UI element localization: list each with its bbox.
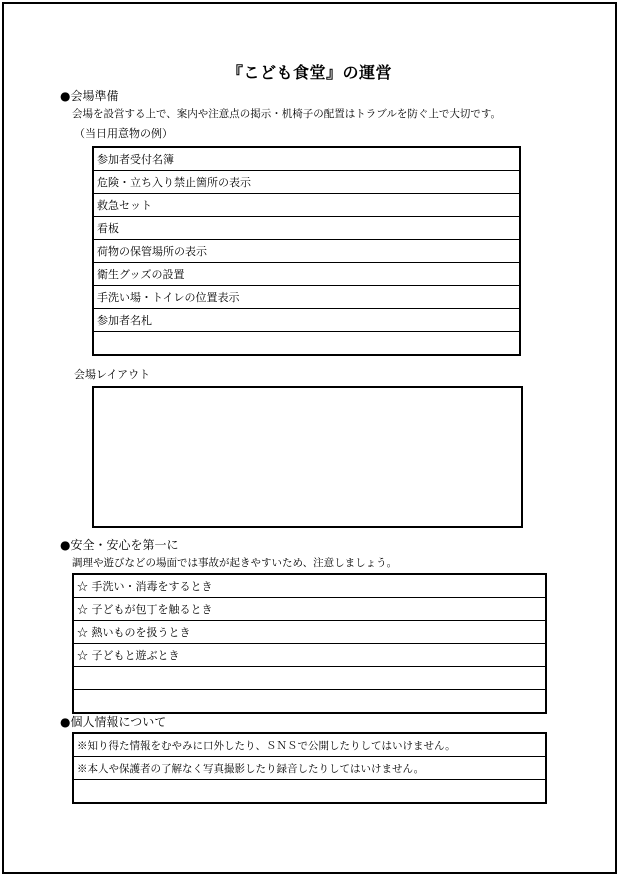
privacy-item[interactable]: ※本人や保護者の了解なく写真撮影したり録音したりしてはいけません。 [73,757,546,780]
venue-heading: ●会場準備 [60,89,119,103]
supplies-table [92,146,521,356]
table-row [93,194,520,217]
table-row [73,667,546,690]
supply-item[interactable]: 荷物の保管場所の表示 [93,240,520,263]
safety-item[interactable]: ☆ 熱いものを扱うとき [73,621,546,644]
safety-item[interactable]: ☆ 子どもと遊ぶとき [73,644,546,667]
supply-item[interactable]: 救急セット [93,194,520,217]
safety-item[interactable]: ☆ 手洗い・消毒をするとき [73,574,546,598]
venue-description: 会場を設営する上で、案内や注意点の掲示・机椅子の配置はトラブルを防ぐ上で大切です。 [72,108,502,120]
safety-item-blank[interactable] [73,690,546,714]
supply-item[interactable]: 参加者名札 [93,309,520,332]
items-caption: （当日用意物の例） [74,127,173,140]
table-row [73,574,546,598]
table-row [93,147,520,171]
table-row [73,733,546,757]
table-row [73,621,546,644]
table-row [93,217,520,240]
supply-item[interactable]: 看板 [93,217,520,240]
privacy-table [72,732,547,804]
table-row [73,690,546,714]
safety-heading: ●安全・安心を第一に [60,538,179,552]
privacy-heading: ●個人情報について [60,715,167,729]
table-row [73,757,546,780]
safety-table [72,573,547,714]
supply-item[interactable]: 手洗い場・トイレの位置表示 [93,286,520,309]
layout-caption: 会場レイアウト [74,368,151,381]
supply-item[interactable]: 衛生グッズの設置 [93,263,520,286]
table-row [73,644,546,667]
table-row [93,309,520,332]
safety-item[interactable]: ☆ 子どもが包丁を触るとき [73,598,546,621]
table-row [93,240,520,263]
venue-layout-box[interactable] [92,386,523,528]
supply-item-blank[interactable] [93,332,520,356]
privacy-item[interactable]: ※知り得た情報をむやみに口外したり、ＳＮＳで公開したりしてはいけません。 [73,733,546,757]
safety-description: 調理や遊びなどの場面では事故が起きやすいため、注意しましょう。 [72,557,398,569]
table-row [73,598,546,621]
table-row [93,332,520,356]
supply-item[interactable]: 危険・立ち入り禁止箇所の表示 [93,171,520,194]
privacy-item-blank[interactable] [73,780,546,804]
table-row [93,263,520,286]
page-title: 『こども食堂』の運営 [226,63,392,82]
table-row [73,780,546,804]
table-row [93,171,520,194]
supply-item[interactable]: 参加者受付名簿 [93,147,520,171]
table-row [93,286,520,309]
safety-item-blank[interactable] [73,667,546,690]
